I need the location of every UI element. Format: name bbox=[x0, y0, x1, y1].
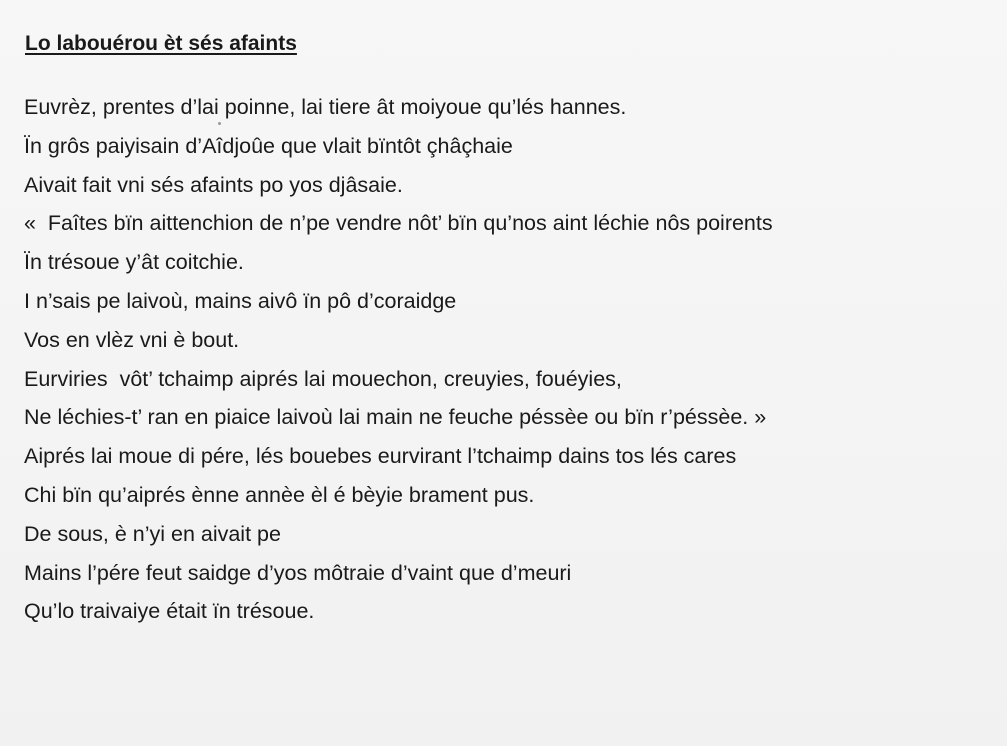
poem-line: Eurviries vôt’ tchaimp aiprés lai mouechon, creuyies, fouéyies, bbox=[24, 366, 622, 391]
poem-line: De sous, è n’yi en aivait pe bbox=[24, 521, 281, 546]
poem-line: Euvrèz, prentes d’lai poinne, lai tiere ât moiyoue qu’lés hannes. bbox=[24, 95, 627, 119]
poem-line: Aivait fait vni sés afaints po yos djâsaie. bbox=[24, 172, 403, 197]
poem-line: Vos en vlèz vni è bout. bbox=[24, 327, 240, 352]
poem-line: Chi bïn qu’aiprés ènne annèe èl é bèyie brament pus. bbox=[24, 482, 535, 507]
poem-line: Qu’lo traivaiye était ïn trésoue. bbox=[24, 599, 315, 624]
poem-body bbox=[24, 88, 773, 631]
poem-line: Ïn trésoue y’ât coitchie. bbox=[24, 250, 244, 275]
poem-title: Lo labouérou èt sés afaints bbox=[25, 32, 297, 55]
poem-line: « Faîtes bïn aittenchion de n’pe vendre nôt’ bïn qu’nos aint léchie nôs poirents bbox=[24, 211, 773, 236]
poem-line: Ne léchies-t’ ran en piaice laivoù lai main ne feuche péssèe ou bïn r’péssèe. » bbox=[24, 405, 767, 430]
poem-line: I n’sais pe laivoù, mains aivô ïn pô d’coraidge bbox=[24, 288, 457, 313]
poem-line: Mains l’pére feut saidge d’yos môtraie d’vaint que d’meuri bbox=[24, 560, 572, 585]
poem-line: Ïn grôs paiyisain d’Aîdjoûe que vlait bïntôt çhâçhaie bbox=[24, 133, 513, 158]
poem-line: Aiprés lai moue di pére, lés bouebes eurvirant l’tchaimp dains tos lés cares bbox=[24, 444, 737, 469]
